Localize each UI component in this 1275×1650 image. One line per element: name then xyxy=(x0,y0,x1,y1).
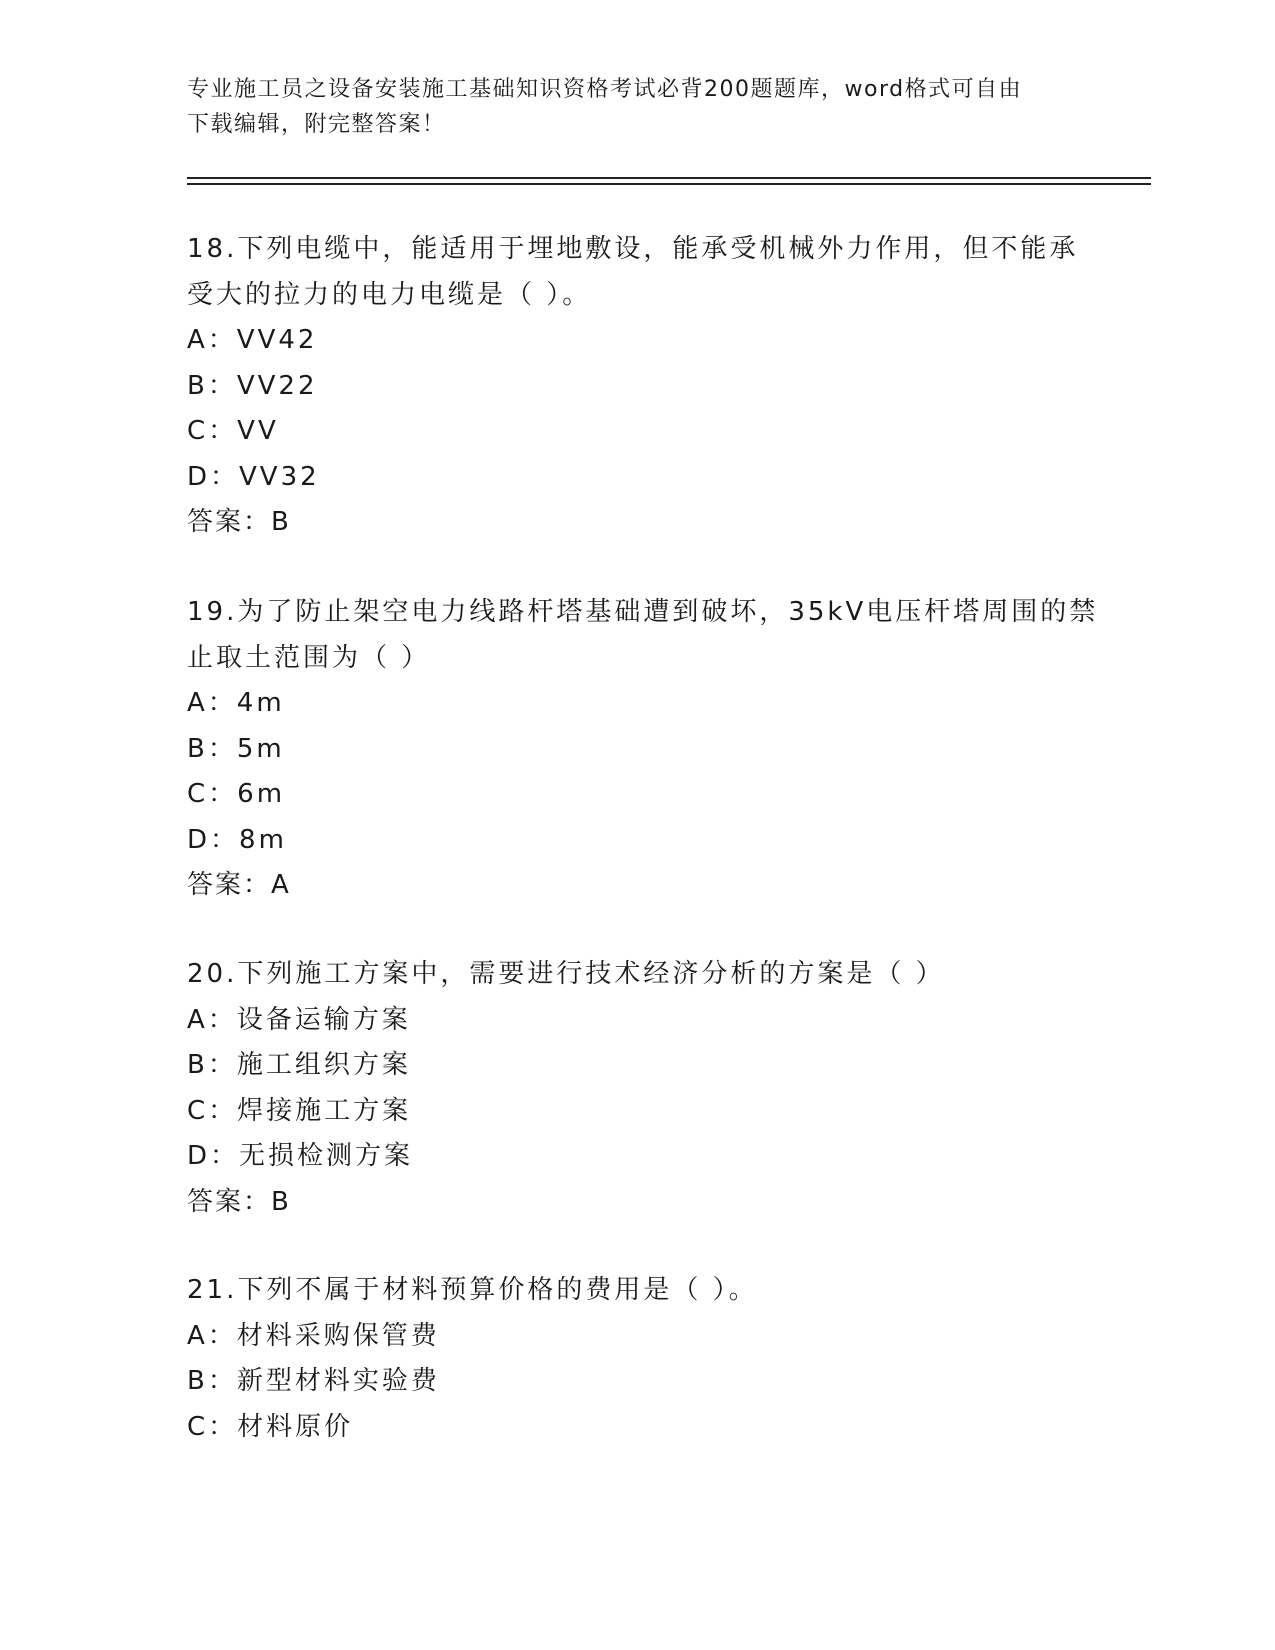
option-c: C：6m xyxy=(187,779,286,809)
option-b: B：新型材料实验费 xyxy=(187,1366,440,1396)
option-a: A：设备运输方案 xyxy=(187,1004,411,1035)
option-a: A：材料采购保管费 xyxy=(187,1320,440,1351)
answer: 答案：B xyxy=(187,1186,291,1217)
header-line-2: 下载编辑，附完整答案！ xyxy=(187,112,446,137)
option-d: D：8m xyxy=(187,824,287,855)
option-c: C：VV xyxy=(187,416,279,446)
option-d: D：VV32 xyxy=(187,461,320,492)
option-c: C：材料原价 xyxy=(187,1411,354,1442)
question-21 xyxy=(187,1268,1107,1450)
question-stem-line-1: 21.下列不属于材料预算价格的费用是（ ）。 xyxy=(187,1275,758,1305)
question-stem-line-1: 20.下列施工方案中，需要进行技术经济分析的方案是（ ） xyxy=(187,959,945,989)
option-b: B：施工组织方案 xyxy=(187,1050,411,1080)
question-stem-line-2: 止取土范围为（ ） xyxy=(187,642,431,673)
header-divider-bottom xyxy=(187,183,1151,185)
question-18 xyxy=(187,227,1107,546)
option-c: C：焊接施工方案 xyxy=(187,1095,412,1126)
answer: 答案：B xyxy=(187,507,291,537)
question-19 xyxy=(187,590,1107,909)
option-b: B：5m xyxy=(187,733,285,764)
option-a: A：4m xyxy=(187,688,285,718)
header-line-1: 专业施工员之设备安装施工基础知识资格考试必背200题题库，word格式可自由 xyxy=(187,77,1023,102)
answer: 答案：A xyxy=(187,870,291,900)
question-stem-line-1: 18.下列电缆中，能适用于埋地敷设，能承受机械外力作用，但不能承 xyxy=(187,234,1079,264)
header-divider-top xyxy=(187,177,1151,179)
option-d: D：无损检测方案 xyxy=(187,1141,414,1171)
option-b: B：VV22 xyxy=(187,370,318,401)
question-20 xyxy=(187,952,1107,1225)
question-stem-line-1: 19.为了防止架空电力线路杆塔基础遭到破坏，35kV电压杆塔周围的禁 xyxy=(187,597,1099,627)
document-header xyxy=(187,72,1087,142)
question-stem-line-2: 受大的拉力的电力电缆是（ ）。 xyxy=(187,279,592,310)
option-a: A：VV42 xyxy=(187,325,318,355)
